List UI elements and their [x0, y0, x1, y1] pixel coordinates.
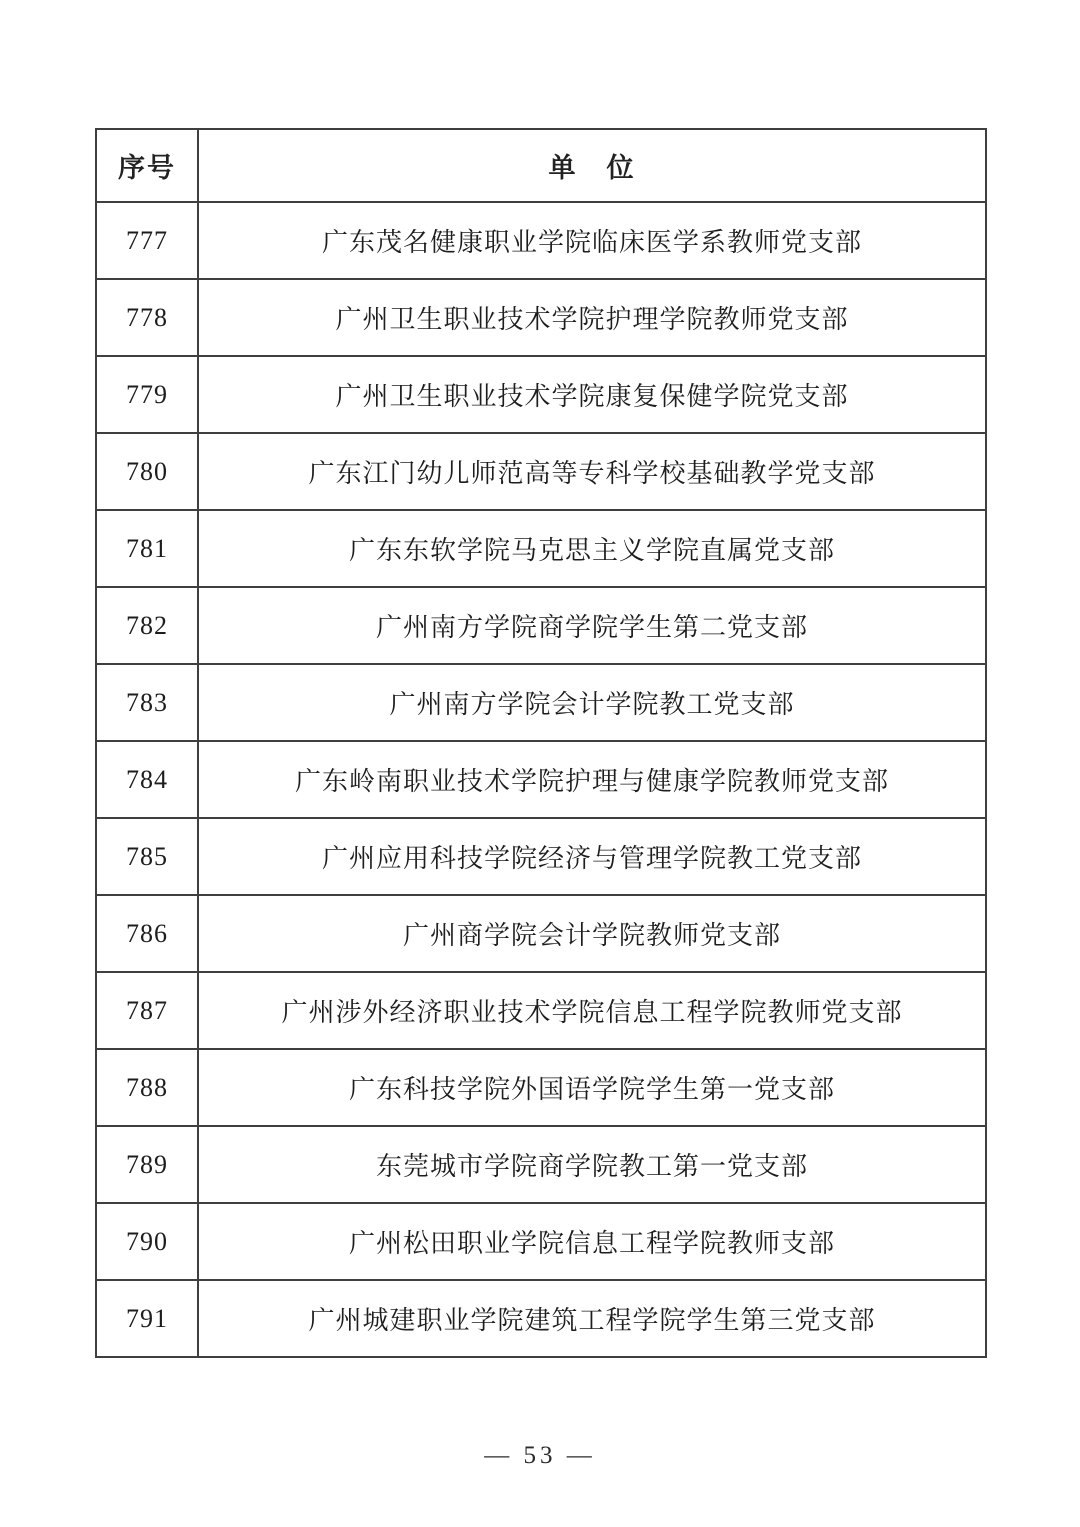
row-serial-number: 780 [96, 433, 198, 510]
table-row [96, 587, 986, 664]
table-row [96, 202, 986, 279]
row-unit-name: 广州卫生职业技术学院护理学院教师党支部 [198, 279, 986, 356]
row-serial-number: 787 [96, 972, 198, 1049]
row-unit-name: 东莞城市学院商学院教工第一党支部 [198, 1126, 986, 1203]
row-unit-name: 广东岭南职业技术学院护理与健康学院教师党支部 [198, 741, 986, 818]
row-serial-number: 789 [96, 1126, 198, 1203]
row-unit-name: 广州松田职业学院信息工程学院教师支部 [198, 1203, 986, 1280]
row-unit-name: 广东茂名健康职业学院临床医学系教师党支部 [198, 202, 986, 279]
row-serial-number: 777 [96, 202, 198, 279]
row-unit-name: 广州涉外经济职业技术学院信息工程学院教师党支部 [198, 972, 986, 1049]
table-row [96, 510, 986, 587]
table-body [96, 202, 986, 1357]
row-serial-number: 785 [96, 818, 198, 895]
column-header-unit: 单 位 [198, 129, 986, 202]
row-unit-name: 广东东软学院马克思主义学院直属党支部 [198, 510, 986, 587]
unit-table [95, 128, 987, 1358]
table-row [96, 818, 986, 895]
row-serial-number: 781 [96, 510, 198, 587]
row-unit-name: 广州南方学院会计学院教工党支部 [198, 664, 986, 741]
row-unit-name: 广州南方学院商学院学生第二党支部 [198, 587, 986, 664]
row-serial-number: 778 [96, 279, 198, 356]
table-row [96, 972, 986, 1049]
table-row [96, 433, 986, 510]
table-row [96, 1126, 986, 1203]
row-serial-number: 779 [96, 356, 198, 433]
table-row [96, 356, 986, 433]
row-unit-name: 广州应用科技学院经济与管理学院教工党支部 [198, 818, 986, 895]
table-row [96, 741, 986, 818]
table-row [96, 279, 986, 356]
table-row [96, 1049, 986, 1126]
row-unit-name: 广东科技学院外国语学院学生第一党支部 [198, 1049, 986, 1126]
column-header-serial-number: 序号 [96, 129, 198, 202]
row-unit-name: 广州商学院会计学院教师党支部 [198, 895, 986, 972]
row-serial-number: 784 [96, 741, 198, 818]
row-unit-name: 广州城建职业学院建筑工程学院学生第三党支部 [198, 1280, 986, 1357]
row-serial-number: 788 [96, 1049, 198, 1126]
row-serial-number: 791 [96, 1280, 198, 1357]
table-header [96, 129, 986, 202]
header-row [96, 129, 986, 202]
row-unit-name: 广州卫生职业技术学院康复保健学院党支部 [198, 356, 986, 433]
page-number: — 53 — [484, 1442, 596, 1469]
table-row [96, 895, 986, 972]
row-unit-name: 广东江门幼儿师范高等专科学校基础教学党支部 [198, 433, 986, 510]
row-serial-number: 782 [96, 587, 198, 664]
row-serial-number: 790 [96, 1203, 198, 1280]
row-serial-number: 786 [96, 895, 198, 972]
table-row [96, 1280, 986, 1357]
table-row [96, 1203, 986, 1280]
table-row [96, 664, 986, 741]
row-serial-number: 783 [96, 664, 198, 741]
